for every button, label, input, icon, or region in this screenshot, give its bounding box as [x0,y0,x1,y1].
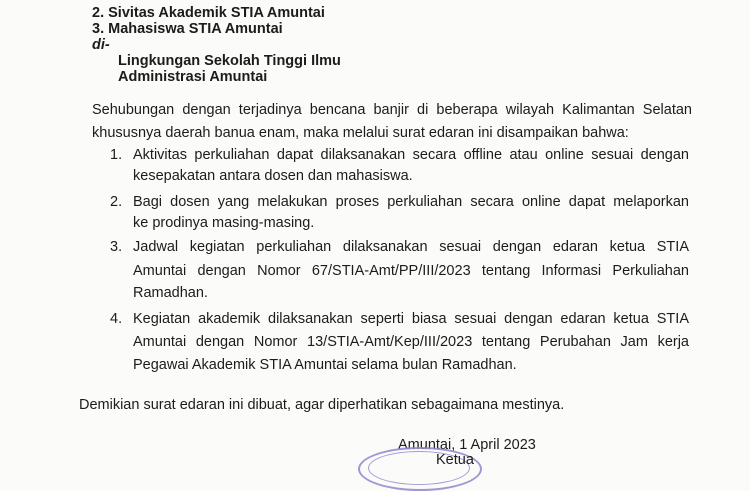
list-item-text: Ramadhan. [133,285,208,301]
signature-place-date: Amuntai, 1 April 2023 [398,437,536,453]
recipient-di: di- [92,37,110,53]
list-item-text: Bagi dosen yang melakukan proses perkuliahan secara online dapat melaporkan [133,194,689,210]
list-item-text: Amuntai dengan Nomor 13/STIA-Amt/Kep/III/2023 tentang Perubahan Jam kerja [133,334,689,350]
list-item-text: kesepakatan antara dosen dan mahasiswa. [133,168,413,184]
list-item-number: 1. [110,147,123,163]
list-item-text: ke prodinya masing-masing. [133,215,315,231]
recipient-line-2: 2. Sivitas Akademik STIA Amuntai [92,5,325,21]
list-item-text: Kegiatan akademik dilaksanakan seperti biasa sesuai dengan edaran ketua STIA [133,311,689,327]
recipient-line-3: 3. Mahasiswa STIA Amuntai [92,21,283,37]
closing-sentence: Demikian surat edaran ini dibuat, agar diperhatikan sebagaimana mestinya. [79,397,565,413]
list-item-text: Jadwal kegiatan perkuliahan dilaksanakan sesuai dengan edaran ketua STIA [133,239,689,255]
list-item-number: 2. [110,194,123,210]
list-item-number: 4. [110,311,123,327]
intro-line-1: Sehubungan dengan terjadinya bencana banjir di beberapa wilayah Kalimantan Selatan [92,102,692,118]
signature-title: Ketua [436,452,474,468]
list-item-text: Pegawai Akademik STIA Amuntai selama bulan Ramadhan. [133,357,517,373]
list-item-text: Amuntai dengan Nomor 67/STIA-Amt/PP/III/2023 tentang Informasi Perkuliahan [133,263,689,279]
recipient-location-1: Lingkungan Sekolah Tinggi Ilmu [118,53,341,69]
list-item-text: Aktivitas perkuliahan dapat dilaksanakan secara offline atau online sesuai dengan [133,147,689,163]
recipient-location-2: Administrasi Amuntai [118,69,268,85]
intro-line-2: khususnya daerah banua enam, maka melalui surat edaran ini disampaikan bahwa: [92,125,629,141]
list-item-number: 3. [110,239,123,255]
